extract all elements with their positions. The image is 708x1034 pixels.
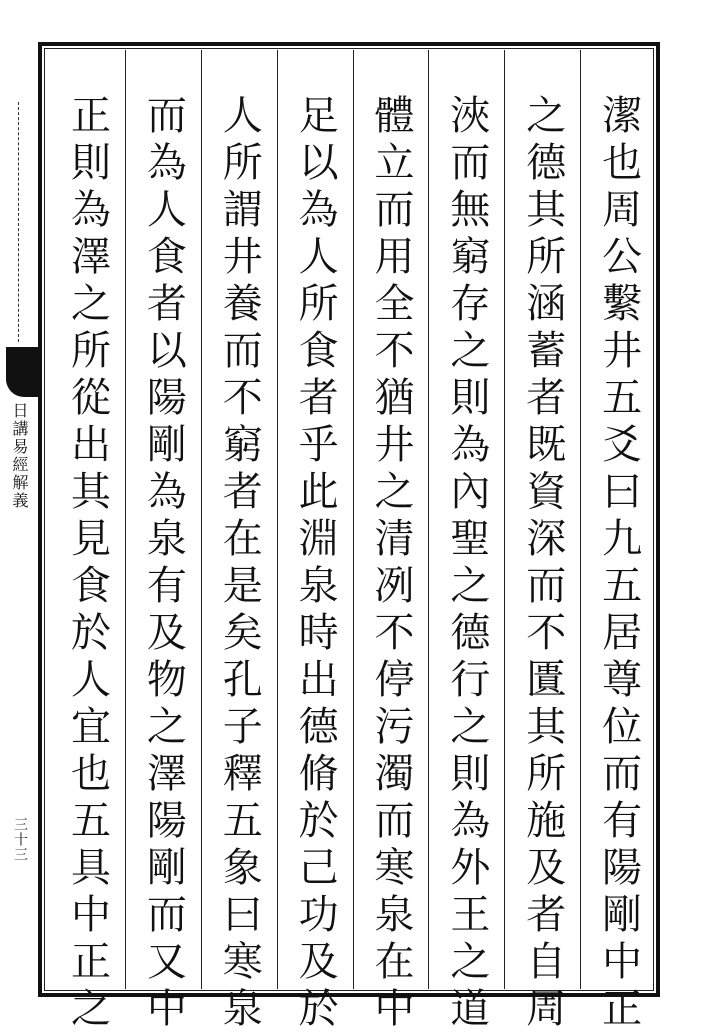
column-text: 浹而無窮存之則為內聖之德行之則為外王之道 (443, 94, 490, 1034)
column-text: 人所謂井養而不窮者在是矣孔子釋五象曰寒泉 (216, 94, 263, 1034)
column-text: 而為人食者以陽剛為泉有及物之澤陽剛而又中 (140, 94, 187, 1034)
column-text: 之德其所涵蓄者既資深而不匱其所施及者自周 (519, 94, 566, 1034)
text-columns (50, 50, 656, 1034)
text-column-7 (125, 50, 201, 1034)
page-number: 三十三 (12, 817, 28, 862)
text-column-8 (50, 50, 125, 1034)
column-text: 正則為澤之所從出其見食於人宜也五具中正之 (64, 94, 111, 1034)
text-column-2 (504, 50, 580, 1034)
left-gutter (0, 42, 38, 997)
book-title: 日講易經解義 (10, 402, 29, 510)
gutter-tick-marks (18, 102, 21, 342)
text-column-3 (428, 50, 504, 1034)
text-column-1 (580, 50, 656, 1034)
text-column-5 (277, 50, 353, 1034)
text-column-6 (201, 50, 277, 1034)
column-text: 體立而用全不猶井之清冽不停污濁而寒泉在中 (367, 94, 414, 1034)
column-text: 足以為人所食者乎此淵泉時出德脩於己功及於 (292, 94, 339, 1034)
fishtail-mark (6, 347, 38, 397)
text-column-4 (353, 50, 429, 1034)
column-text: 潔也周公繫井五爻曰九五居尊位而有陽剛中正 (595, 94, 642, 1034)
